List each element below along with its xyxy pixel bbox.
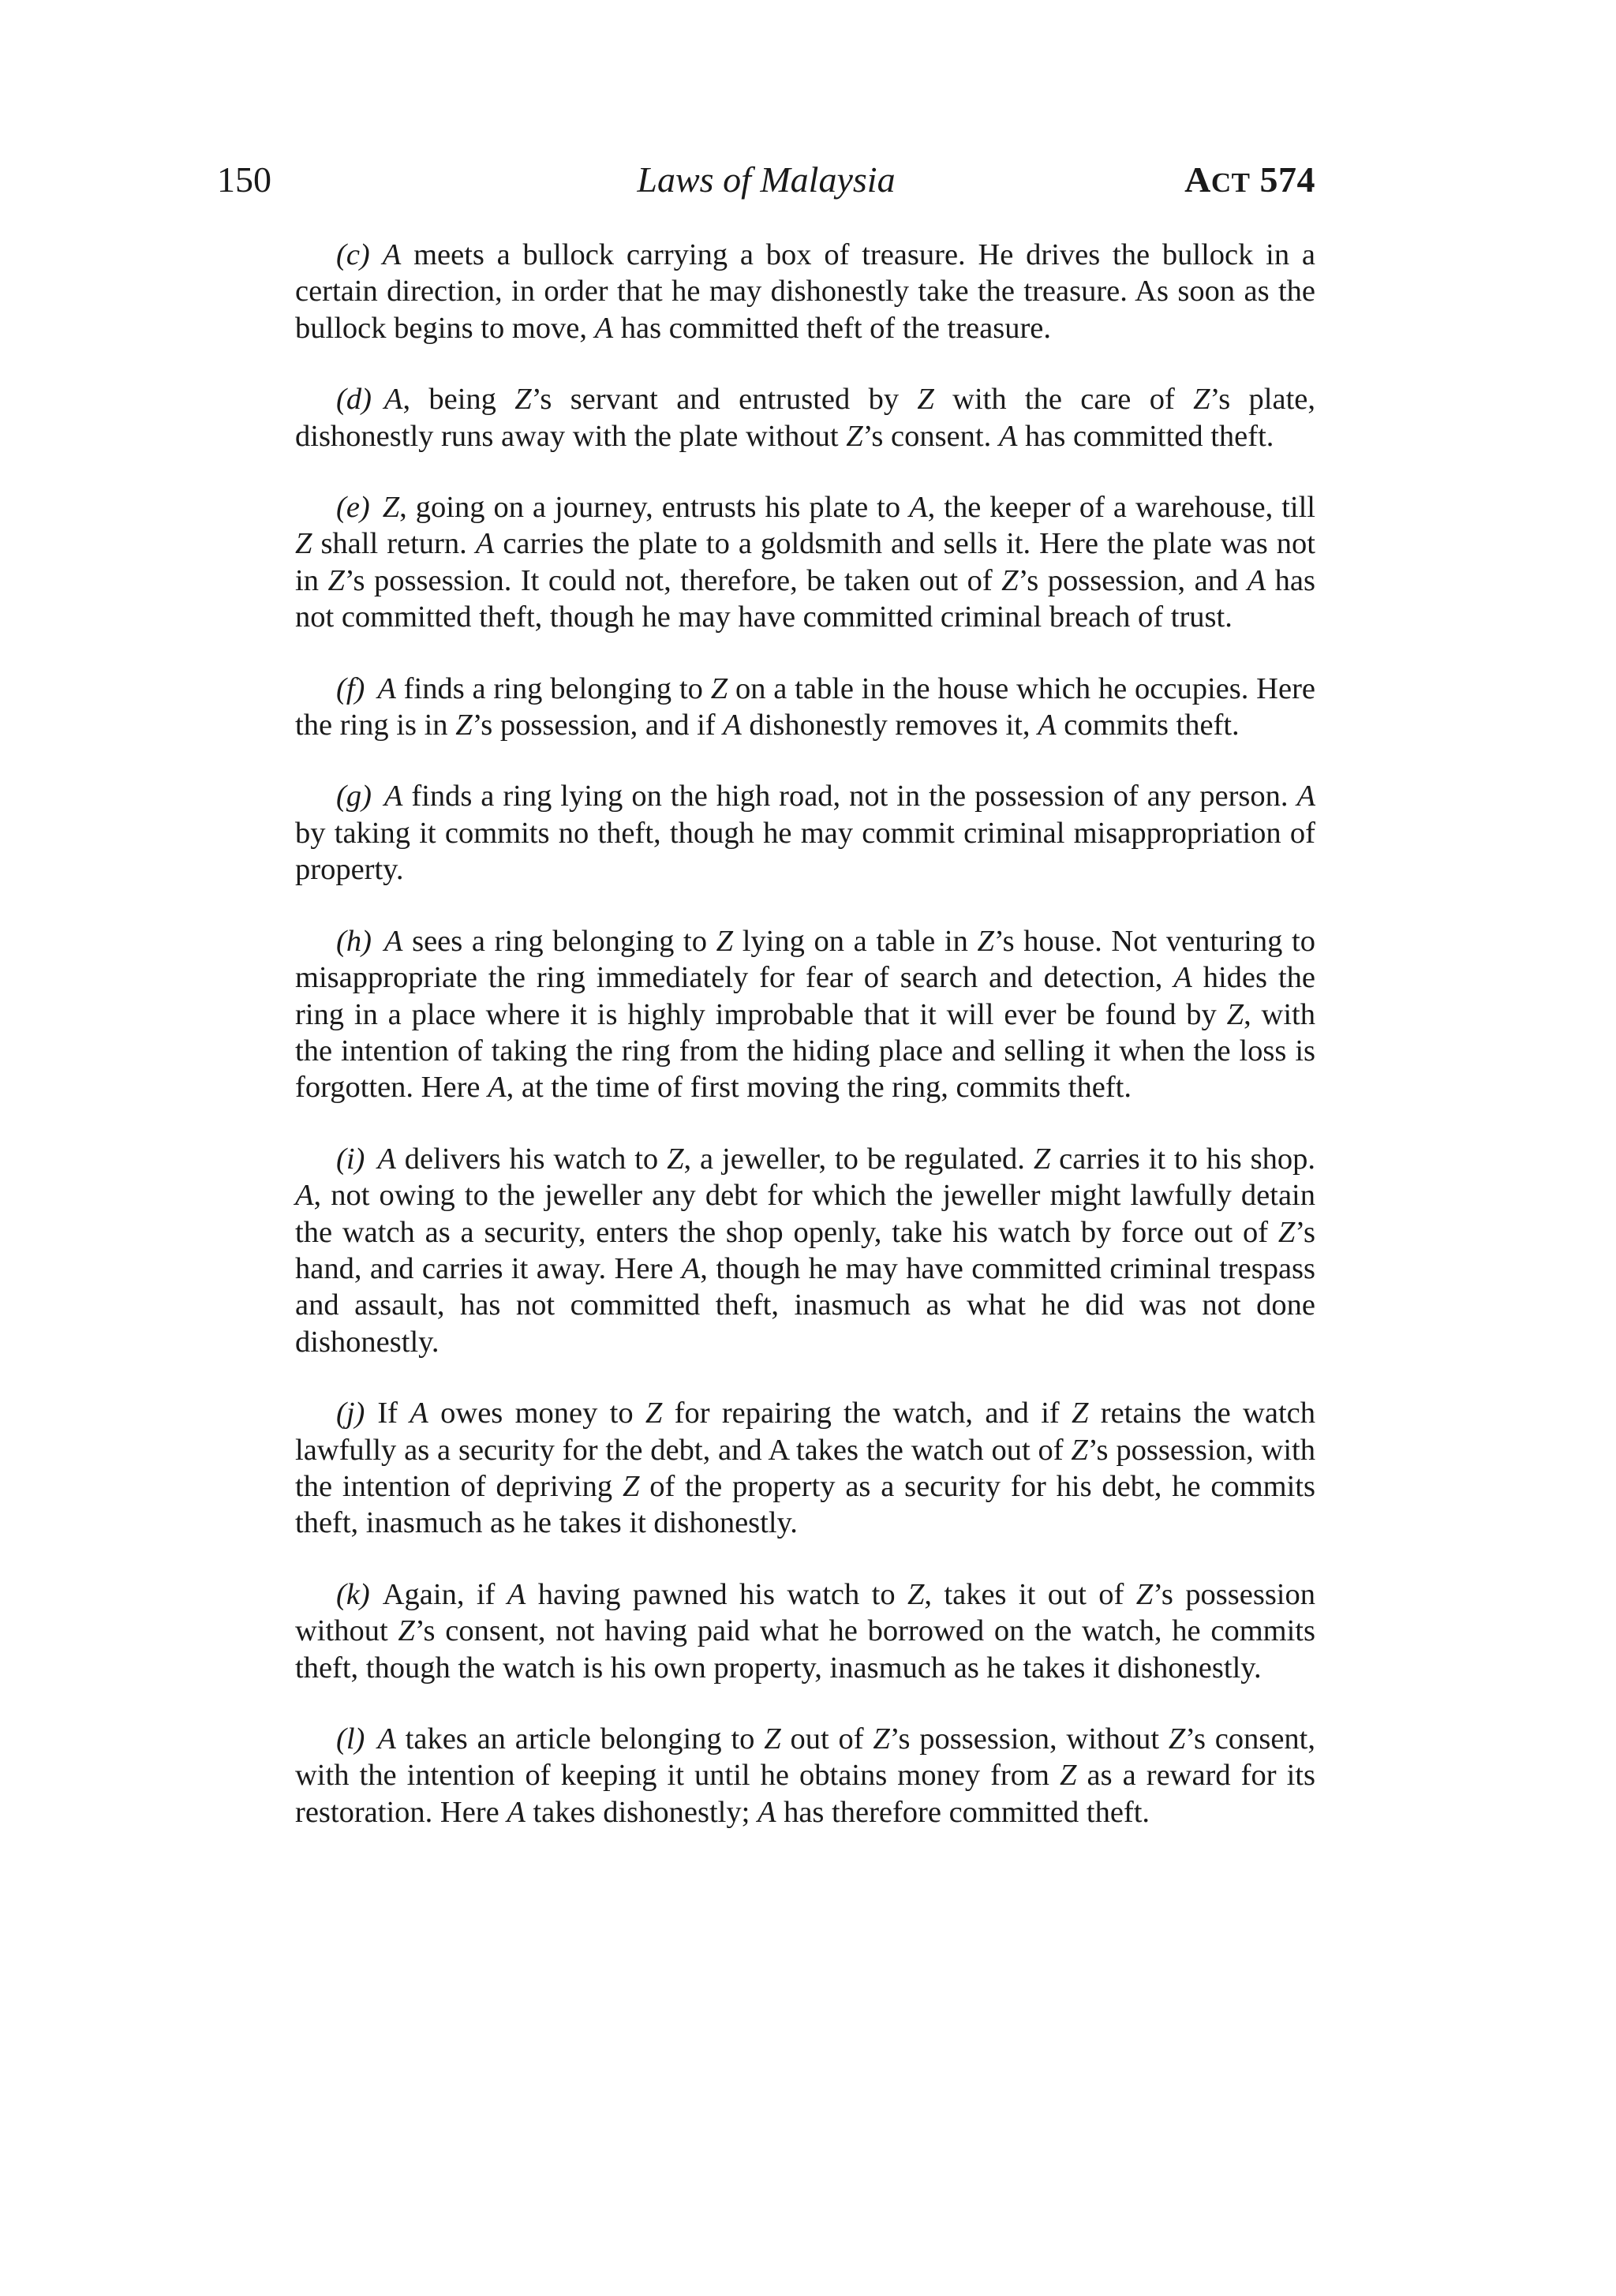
text-segment: meets a bullock carrying a box of treasure. He drives the bullock in a certain direction, in order that he may dishonestly take the treasure. As soon as the bullock begins to move, — [295, 238, 1315, 345]
party-variable: A — [1173, 961, 1192, 995]
party-variable: A — [410, 1397, 428, 1430]
text-segment: Again, if — [382, 1577, 507, 1611]
party-variable: A — [507, 1577, 526, 1611]
text-segment: ’s possession, and if — [472, 709, 724, 742]
text-segment: as a reward for its restoration. Here — [295, 1759, 1315, 1829]
party-variable: A — [723, 709, 742, 742]
text-segment: dishonestly removes it, — [741, 709, 1038, 742]
party-variable: A — [507, 1795, 526, 1829]
illustration-label: (i) — [336, 1142, 365, 1176]
party-variable: A — [383, 780, 403, 813]
text-segment: owes money to — [428, 1397, 645, 1430]
page-number: 150 — [217, 159, 271, 200]
illustration-label: (k) — [336, 1577, 370, 1611]
party-variable: Z — [764, 1722, 781, 1756]
text-segment: commits theft. — [1056, 709, 1240, 742]
text-segment: of the property as a security for his debt, he commits theft, inasmuch as he takes it dishonestly. — [295, 1469, 1315, 1540]
text-segment: , with the intention of taking the ring from the hiding place and selling it when the loss is forgotten. Here — [295, 997, 1315, 1105]
text-segment: shall return. — [312, 527, 476, 561]
illustration-paragraph — [295, 237, 1315, 346]
illustration-paragraph — [295, 1576, 1315, 1686]
text-segment: , takes it out of — [924, 1577, 1136, 1611]
party-variable: Z — [398, 1614, 415, 1648]
text-segment: takes dishonestly; — [525, 1795, 758, 1829]
illustration-label: (h) — [336, 924, 372, 958]
text-segment: ’s hand, and carries it away. Here — [295, 1215, 1315, 1285]
party-variable: A — [377, 1142, 396, 1176]
illustration-label: (d) — [336, 383, 372, 417]
text-segment: finds a ring belonging to — [395, 671, 711, 705]
text-segment: has committed theft. — [1017, 419, 1274, 453]
text-segment: has therefore committed theft. — [776, 1795, 1150, 1829]
party-variable: Z — [977, 924, 994, 958]
party-variable: A — [757, 1795, 776, 1829]
party-variable: A — [1247, 563, 1266, 597]
text-segment: ’s possession, without — [889, 1722, 1169, 1756]
party-variable: Z — [716, 924, 734, 958]
text-segment: ’s possession without — [295, 1577, 1315, 1648]
text-segment: , the keeper of a warehouse, till — [927, 491, 1315, 525]
text-segment: finds a ring lying on the high road, not in the possession of any person. — [402, 780, 1297, 813]
party-variable: Z — [382, 491, 400, 525]
illustration-label: (f) — [336, 671, 365, 705]
text-segment: , though he may have committed criminal trespass and assault, has not committed theft, inasmuch as what he did was not done dishonestly. — [295, 1251, 1315, 1359]
illustration-paragraph — [295, 489, 1315, 636]
text-segment: sees a ring belonging to — [402, 924, 716, 958]
party-variable: Z — [1193, 383, 1210, 417]
party-variable: Z — [1135, 1577, 1154, 1611]
party-variable: Z — [645, 1397, 663, 1430]
illustration-paragraph — [295, 381, 1315, 454]
text-segment: ’s consent, with the intention of keeping it until he obtains money from — [295, 1722, 1315, 1793]
party-variable: Z — [1277, 1215, 1296, 1249]
party-variable: Z — [710, 671, 728, 705]
party-variable: Z — [1001, 563, 1019, 597]
party-variable: A — [382, 238, 402, 271]
illustration-label: (l) — [336, 1722, 365, 1756]
party-variable: A — [909, 491, 928, 525]
text-segment: , at the time of first moving the ring, commits theft. — [506, 1071, 1132, 1105]
party-variable: Z — [455, 709, 473, 742]
text-segment: ’s consent, not having paid what he borrowed on the watch, he commits theft, though the watch is his own property, inasmuch as he takes it dishonestly. — [295, 1614, 1315, 1685]
text-segment: , going on a journey, entrusts his plate to — [399, 491, 910, 525]
party-variable: A — [475, 527, 495, 561]
text-segment: takes an article belonging to — [395, 1722, 765, 1756]
party-variable: A — [594, 311, 614, 345]
party-variable: Z — [1226, 997, 1244, 1031]
party-variable: Z — [1072, 1397, 1089, 1430]
illustration-label: (j) — [336, 1397, 365, 1430]
party-variable: Z — [917, 383, 934, 417]
text-segment: carries the plate to a goldsmith and sells it. Here the plate was not in — [295, 527, 1315, 597]
illustration-label: (c) — [336, 238, 370, 271]
text-segment: If — [377, 1397, 410, 1430]
party-variable: A — [488, 1071, 507, 1105]
text-segment: , being — [402, 383, 515, 417]
text-segment: with the care of — [933, 383, 1194, 417]
text-segment: ’s consent. — [862, 419, 999, 453]
text-segment: ’s servant and entrusted by — [531, 383, 918, 417]
illustration-paragraph — [295, 1721, 1315, 1830]
act-number: 574 — [1259, 159, 1315, 200]
text-segment: lying on a table in — [733, 924, 978, 958]
text-segment: , a jeweller, to be regulated. — [683, 1142, 1034, 1176]
text-segment: hides the ring in a place where it is highly improbable that it will ever be found by — [295, 961, 1315, 1031]
running-title: Laws of Malaysia — [637, 159, 896, 200]
party-variable: Z — [873, 1722, 890, 1756]
party-variable: Z — [1060, 1759, 1077, 1793]
text-segment: ’s plate, dishonestly runs away with the plate without — [295, 383, 1315, 453]
text-segment: carries it to his shop. — [1050, 1142, 1315, 1176]
illustration-paragraph — [295, 923, 1315, 1106]
party-variable: Z — [295, 527, 312, 561]
party-variable: A — [377, 1722, 396, 1756]
party-variable: Z — [846, 419, 863, 453]
illustration-paragraph — [295, 671, 1315, 744]
party-variable: Z — [622, 1469, 640, 1503]
act-reference-cap: A — [1184, 159, 1211, 200]
party-variable: Z — [1071, 1433, 1088, 1467]
party-variable: Z — [1168, 1722, 1186, 1756]
text-segment: has not committed theft, though he may have committed criminal breach of trust. — [295, 563, 1315, 634]
text-segment: having pawned his watch to — [526, 1577, 907, 1611]
text-segment: for repairing the watch, and if — [662, 1397, 1072, 1430]
text-segment: ’s possession, with the intention of depriving — [295, 1433, 1315, 1503]
text-segment: , not owing to the jeweller any debt for which the jeweller might lawfully detain the watch as a security, enters the shop openly, take his watch by force out of — [295, 1179, 1315, 1249]
party-variable: A — [295, 1179, 314, 1213]
act-reference-small: CT — [1210, 167, 1251, 198]
text-segment: ’s possession, and — [1018, 563, 1248, 597]
party-variable: Z — [907, 1577, 925, 1611]
party-variable: A — [377, 671, 396, 705]
party-variable: A — [383, 383, 403, 417]
illustration-paragraph — [295, 778, 1315, 888]
illustration-label: (e) — [336, 491, 370, 525]
party-variable: A — [383, 924, 403, 958]
illustration-paragraph — [295, 1141, 1315, 1360]
text-segment: out of — [780, 1722, 873, 1756]
illustration-label: (g) — [336, 780, 372, 813]
page-header — [217, 156, 1315, 204]
party-variable: A — [998, 419, 1018, 453]
party-variable: Z — [327, 563, 345, 597]
party-variable: A — [1296, 780, 1315, 813]
party-variable: Z — [667, 1142, 684, 1176]
act-reference — [1184, 156, 1315, 207]
party-variable: A — [681, 1251, 701, 1285]
text-segment: by taking it commits no theft, though he may commit criminal misappropriation of property. — [295, 816, 1315, 887]
text-segment: retains the watch lawfully as a security for the debt, and A takes the watch out of — [295, 1397, 1315, 1467]
text-segment: ’s house. Not venturing to misappropriate the ring immediately for fear of search and detection, — [295, 924, 1315, 995]
text-segment: delivers his watch to — [395, 1142, 668, 1176]
illustration-paragraph — [295, 1395, 1315, 1542]
party-variable: Z — [1033, 1142, 1051, 1176]
party-variable: A — [1038, 709, 1057, 742]
text-segment: has committed theft of the treasure. — [613, 311, 1051, 345]
text-segment: on a table in the house which he occupies. Here the ring is in — [295, 671, 1315, 742]
text-segment: ’s possession. It could not, therefore, be taken out of — [344, 563, 1002, 597]
party-variable: Z — [514, 383, 532, 417]
illustrations-body — [295, 237, 1315, 1865]
